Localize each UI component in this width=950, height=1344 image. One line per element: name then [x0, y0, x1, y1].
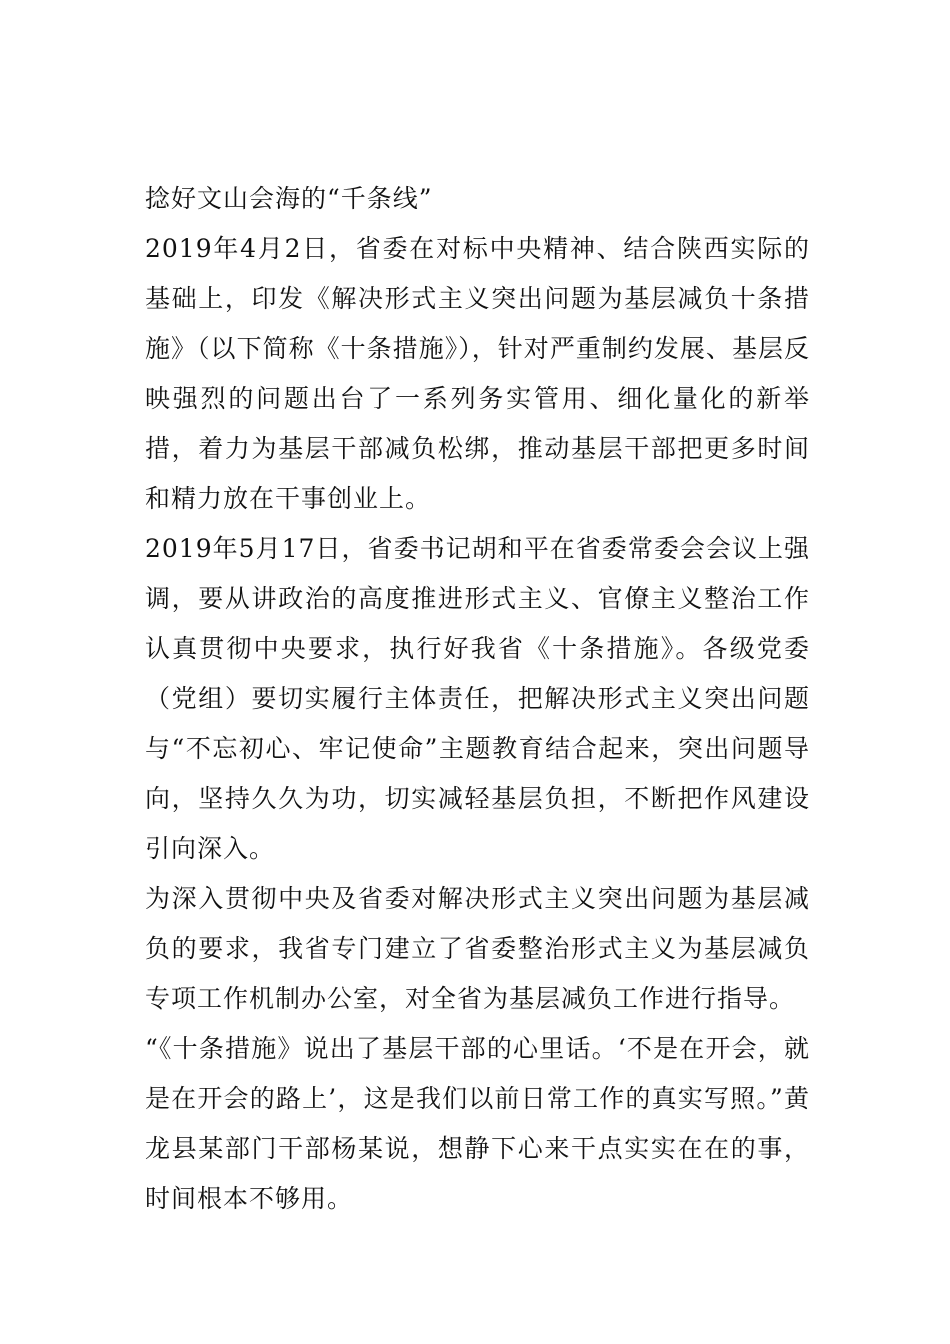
paragraph-2: 2019年5月17日，省委书记胡和平在省委常委会会议上强调，要从讲政治的高度推进形式主义、官僚主义整治工作认真贯彻中央要求，执行好我省《十条措施》。各级党委（党组）要切实履行主体责任，把解决形式主义突出问题与“不忘初心、牢记使命”主题教育结合起来，突出问题导向，坚持久久为功，切实减轻基层负担，不断把作风建设引向深入。 — [145, 534, 810, 863]
paragraph-3: 为深入贯彻中央及省委对解决形式主义突出问题为基层减负的要求，我省专门建立了省委整治形式主义为基层减负专项工作机制办公室，对全省为基层减负工作进行指导。 — [145, 884, 810, 1013]
document-title: 捻好文山会海的“千条线” — [145, 184, 433, 213]
paragraph-4: “《十条措施》说出了基层干部的心里话。‘不是在开会，就是在开会的路上’，这是我们以前日常工作的真实写照。”黄龙县某部门干部杨某说，想静下心来干点实实在在的事，时间根本不够用。 — [145, 1034, 810, 1213]
paragraph-1: 2019年4月2日，省委在对标中央精神、结合陕西实际的基础上，印发《解决形式主义突出问题为基层减负十条措施》（以下简称《十条措施》），针对严重制约发展、基层反映强烈的问题出台了一系列务实管用、细化量化的新举措，着力为基层干部减负松绑，推动基层干部把更多时间和精力放在干事创业上。 — [145, 234, 810, 513]
document-body — [145, 174, 810, 1224]
